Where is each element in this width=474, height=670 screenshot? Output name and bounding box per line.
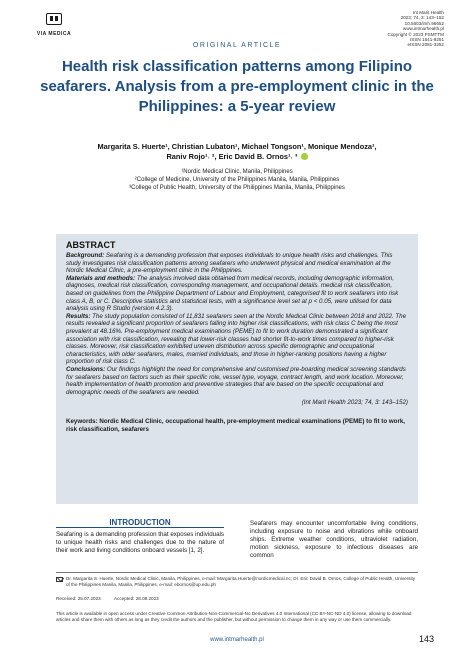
- logo-text: VIA MEDICA: [36, 31, 72, 37]
- results-label: Results:: [66, 312, 91, 320]
- conclusions-label: Conclusions:: [66, 365, 106, 373]
- correspondence: Dr. Margarita S. Huerte, Nordic Medical Clinic, Manila, Philippines, e-mail: Margarita.Huerte@nordicmedical.nc; Dr. Eric David B. Ornos, College of Public Health, University of the Philippines Manila, Manila, Philippines, e-mail: ebornos@up.edu.ph: [66, 576, 416, 587]
- journal-info-line: eISSN 2081-3252: [407, 42, 444, 48]
- background-label: Background:: [66, 252, 105, 259]
- background-text: Seafaring is a demanding profession that exposes individuals to unique health risks and challenges. This study investigates risk classification patterns among seafarers who underwent physical and medical examination at the Nordic Medical Clinic, a pre-employment clinic in the Philippines.: [66, 252, 393, 275]
- abstract-body: [66, 252, 408, 396]
- journal-info-line[interactable]: www.intmarhealth.pl: [402, 26, 444, 32]
- author-line-2: Raniv Rojo¹˒ ², Eric David B. Ornos¹˒ ³: [60, 152, 414, 162]
- received-date: Received: 25.07.2023: [56, 596, 101, 601]
- footnote-divider: [56, 572, 418, 573]
- keywords-label: Keywords:: [66, 418, 98, 426]
- introduction-right-column: Seafarers may encounter uncomfortable living conditions, including exposure to noise and vibrations while onboard ships. Extreme weather conditions, ultraviolet radiation, motion sickness, exposure to infectious diseases are common: [250, 520, 418, 559]
- abstract-heading: ABSTRACT: [66, 240, 116, 250]
- article-dates: [56, 596, 418, 601]
- methods-label: Materials and methods:: [66, 274, 136, 282]
- license-text: This article is available in open access under Creative Common Attribution-Non-Commercial-No Derivatives 4.0 International (CC BY-NC-ND 4.0) license, allowing to download articles and share them with others as long as they credit the authors and the publisher, but without permission to change them in any way or use them commercially.: [56, 611, 412, 622]
- envelope-icon: [56, 577, 63, 582]
- abstract-box: [56, 234, 418, 504]
- affiliation-item: ³College of Public Health, University of the Philippines Manila, Manila, Philippines: [129, 185, 345, 191]
- affiliation-item: ²College of Medicine, University of the Philippines Manila, Manila, Philippines: [134, 177, 340, 183]
- via-medica-logo-icon: [46, 13, 62, 25]
- affiliation-item: ¹Nordic Medical Clinic, Manila, Philippines: [181, 169, 293, 175]
- journal-info-line: 2023; 74, 3: 143–152: [400, 15, 444, 21]
- accepted-date: Accepted: 28.08.2023: [113, 596, 159, 601]
- page-number: 143: [418, 634, 434, 644]
- publisher-logo: [30, 12, 78, 37]
- footer-url[interactable]: www.intmarhealth.pl: [210, 637, 264, 643]
- article-title: Health risk classification patterns among Filipino seafarers. Analysis from a pre-employment clinic in the Philippines: a 5-year review: [40, 58, 434, 115]
- orcid-icon[interactable]: [301, 153, 308, 160]
- article-type: ORIGINAL ARTICLE: [192, 42, 282, 49]
- journal-info-line: ISSN 1641-9251: [410, 37, 444, 43]
- keywords: [66, 418, 408, 433]
- journal-info-line[interactable]: 10.5603/imh.96652: [404, 20, 444, 26]
- citation: (Int Marit Health 2023; 74, 3: 143–152): [301, 399, 408, 407]
- methods-text: The analysis involved data obtained from medical records, including demographic information, diagnoses, medical risk classification, corresponding management, and occupational details. medical risk classification, based on guidelines from the Philippine Department of Labour and Employment, categorised fit to work seafarers into risk class A, B, or C. Descriptive statistics and statistical tests, with a significance level set at p < 0.05, were utilised for data analysis using R Studio (version 4.2.3).: [66, 274, 399, 313]
- introduction-heading: INTRODUCTION: [109, 518, 171, 527]
- conclusions-text: Our findings highlight the need for comprehensive and customised pre-boarding medical screening standards for seafarers based on factors such as their specific role, vessel type, voyage, contract length, and work location. Moreover, health implementation of health promotion and preventive strategies that are based on the specific occupational and demographic needs of the seafarers are needed.: [66, 365, 406, 396]
- author-line-1: Margarita S. Huerte¹, Christian Lubaton¹, Michael Tongson¹, Monique Mendoza¹,: [97, 142, 377, 151]
- affiliations: [60, 168, 414, 192]
- author-list: [60, 142, 414, 162]
- keywords-text: Nordic Medical Clinic, occupational health, pre-employment medical examinations (PEME) to fit to work, risk classification, seafarers: [66, 418, 406, 433]
- journal-info-line: Copyright © 2023 PSMTTM: [387, 31, 444, 37]
- results-text: The study population consisted of 11,831 seafarers seen at the Nordic Medical Clinic between 2018 and 2022. The results revealed a significant proportion of seafarers falling into higher risk classifications, with risk class C being the most prevalent at 48.16%. Pre-employment medical examinations (PEME) to fit to work duration demonstrated a significant association with risk classification, revealing that lower-risk classes had shorter fit-to-work times compared to higher-risk classes. Moreover, risk classification exhibited uneven distribution across specific demographic and occupational characteristics, with older seafarers, males, married individuals, and those in higher-ranking positions having a higher proportion of risk class C.: [66, 312, 407, 366]
- journal-info-line: Int Marit Health: [412, 10, 444, 15]
- introduction-left-column: Seafaring is a demanding profession that exposes individuals to unique health risks and challenges due to the nature of their work and living conditions onboard vessels [1, 2].: [56, 531, 224, 554]
- heading-underline: [56, 527, 224, 528]
